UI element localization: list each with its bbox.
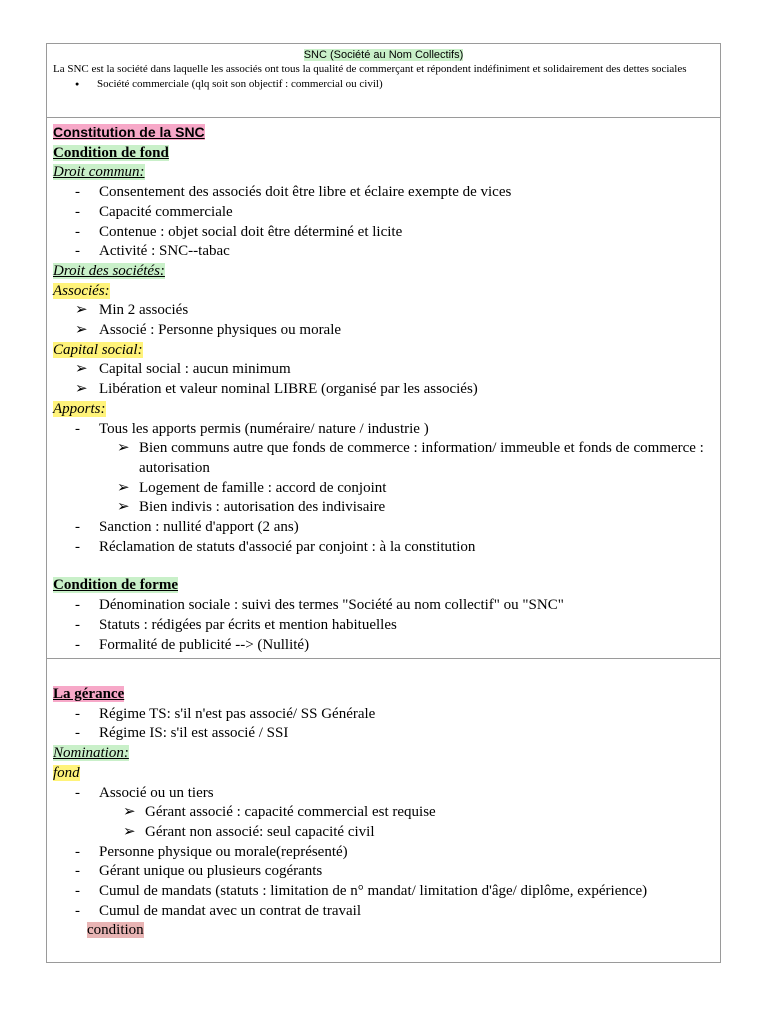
constitution-cell bbox=[47, 118, 720, 659]
list-item: - Régime IS: s'il est associé / SSI bbox=[75, 725, 289, 742]
list-item: ➢ Min 2 associés bbox=[53, 301, 714, 321]
sub-list-item: ➢ Bien communs autre que fonds de commerce : information/ immeuble et fonds de commerce : autorisation bbox=[117, 440, 704, 476]
subheading-condition-forme: Condition de forme bbox=[53, 577, 178, 594]
label-capital-social: Capital social: bbox=[53, 341, 143, 358]
document-title: SNC (Société au Nom Collectifs) bbox=[303, 49, 464, 61]
list-item: - Gérant unique ou plusieurs cogérants bbox=[75, 863, 323, 880]
arrow-bullet-icon: ➢ bbox=[117, 499, 130, 516]
list-item: ➢ Associé : Personne physiques ou morale bbox=[53, 321, 714, 341]
arrow-bullet-icon: ➢ bbox=[117, 479, 130, 496]
list-item: - Dénomination sociale : suivi des termes "Société au nom collectif" ou "SNC" bbox=[75, 597, 564, 614]
document-page bbox=[46, 43, 721, 963]
label-nomination: Nomination: bbox=[53, 745, 129, 762]
list-item: - Statuts : rédigées par écrits et mention habituelles bbox=[75, 616, 397, 633]
section-heading-gerance: La gérance bbox=[53, 686, 125, 702]
arrow-bullet-icon: ➢ bbox=[117, 440, 130, 457]
list-item: - Réclamation de statuts d'associé par conjoint : à la constitution bbox=[75, 538, 476, 555]
bullet-dot-icon: ● bbox=[75, 80, 80, 88]
list-item: - Associé ou un tiers bbox=[75, 784, 214, 801]
intro-bullet-item: ● Société commerciale (qlq soit son objectif : commercial ou civil) bbox=[75, 78, 383, 90]
list-item: - Contenue : objet social doit être déterminé et licite bbox=[75, 223, 403, 240]
sub-list-item: ➢ Logement de famille : accord de conjoint bbox=[53, 479, 714, 499]
sub-list-item: ➢ Bien indivis : autorisation des indivisaire bbox=[53, 498, 714, 518]
arrow-bullet-icon: ➢ bbox=[75, 381, 88, 398]
label-apports: Apports: bbox=[53, 400, 106, 417]
list-item: - Régime TS: s'il n'est pas associé/ SS Générale bbox=[75, 705, 376, 722]
arrow-bullet-icon: ➢ bbox=[75, 322, 88, 339]
label-droit-commun: Droit commun: bbox=[53, 164, 145, 181]
arrow-bullet-icon: ➢ bbox=[75, 361, 88, 378]
arrow-bullet-icon: ➢ bbox=[75, 302, 88, 319]
list-item: - Personne physique ou morale(représenté) bbox=[75, 843, 348, 860]
list-item: - Capacité commerciale bbox=[75, 203, 233, 220]
section-heading-constitution: Constitution de la SNC bbox=[53, 124, 205, 140]
list-item: - Sanction : nullité d'apport (2 ans) bbox=[75, 519, 299, 536]
subheading-condition-fond: Condition de fond bbox=[53, 144, 169, 161]
list-item: ➢ Libération et valeur nominal LIBRE (organisé par les associés) bbox=[53, 380, 714, 400]
list-item: - Consentement des associés doit être libre et éclaire exempte de vices bbox=[75, 184, 512, 201]
sub-list-item: ➢ Gérant associé : capacité commercial est requise bbox=[53, 803, 714, 823]
list-item: ➢ Capital social : aucun minimum bbox=[53, 360, 714, 380]
label-droit-societes: Droit des sociétés: bbox=[53, 262, 165, 279]
label-condition: condition bbox=[87, 922, 144, 939]
list-item: - Cumul de mandat avec un contrat de travail bbox=[75, 902, 361, 919]
gerance-cell bbox=[47, 659, 720, 941]
label-associes: Associés: bbox=[53, 282, 110, 299]
arrow-bullet-icon: ➢ bbox=[123, 823, 136, 840]
intro-cell bbox=[47, 44, 720, 118]
sub-list-item: ➢ Gérant non associé: seul capacité civil bbox=[53, 823, 714, 843]
label-fond: fond bbox=[53, 764, 80, 781]
list-item: - Tous les apports permis (numéraire/ nature / industrie ) bbox=[75, 420, 429, 437]
list-item: - Formalité de publicité --> (Nullité) bbox=[75, 636, 310, 653]
list-item: - Activité : SNC--tabac bbox=[75, 243, 230, 260]
arrow-bullet-icon: ➢ bbox=[123, 804, 136, 821]
intro-paragraph: La SNC est la société dans laquelle les associés ont tous la qualité de commerçant et répondent indéfiniment et solidairement des dettes sociales bbox=[53, 63, 687, 75]
list-item: - Cumul de mandats (statuts : limitation de n° mandat/ limitation d'âge/ diplôme, expérience) bbox=[75, 883, 648, 900]
